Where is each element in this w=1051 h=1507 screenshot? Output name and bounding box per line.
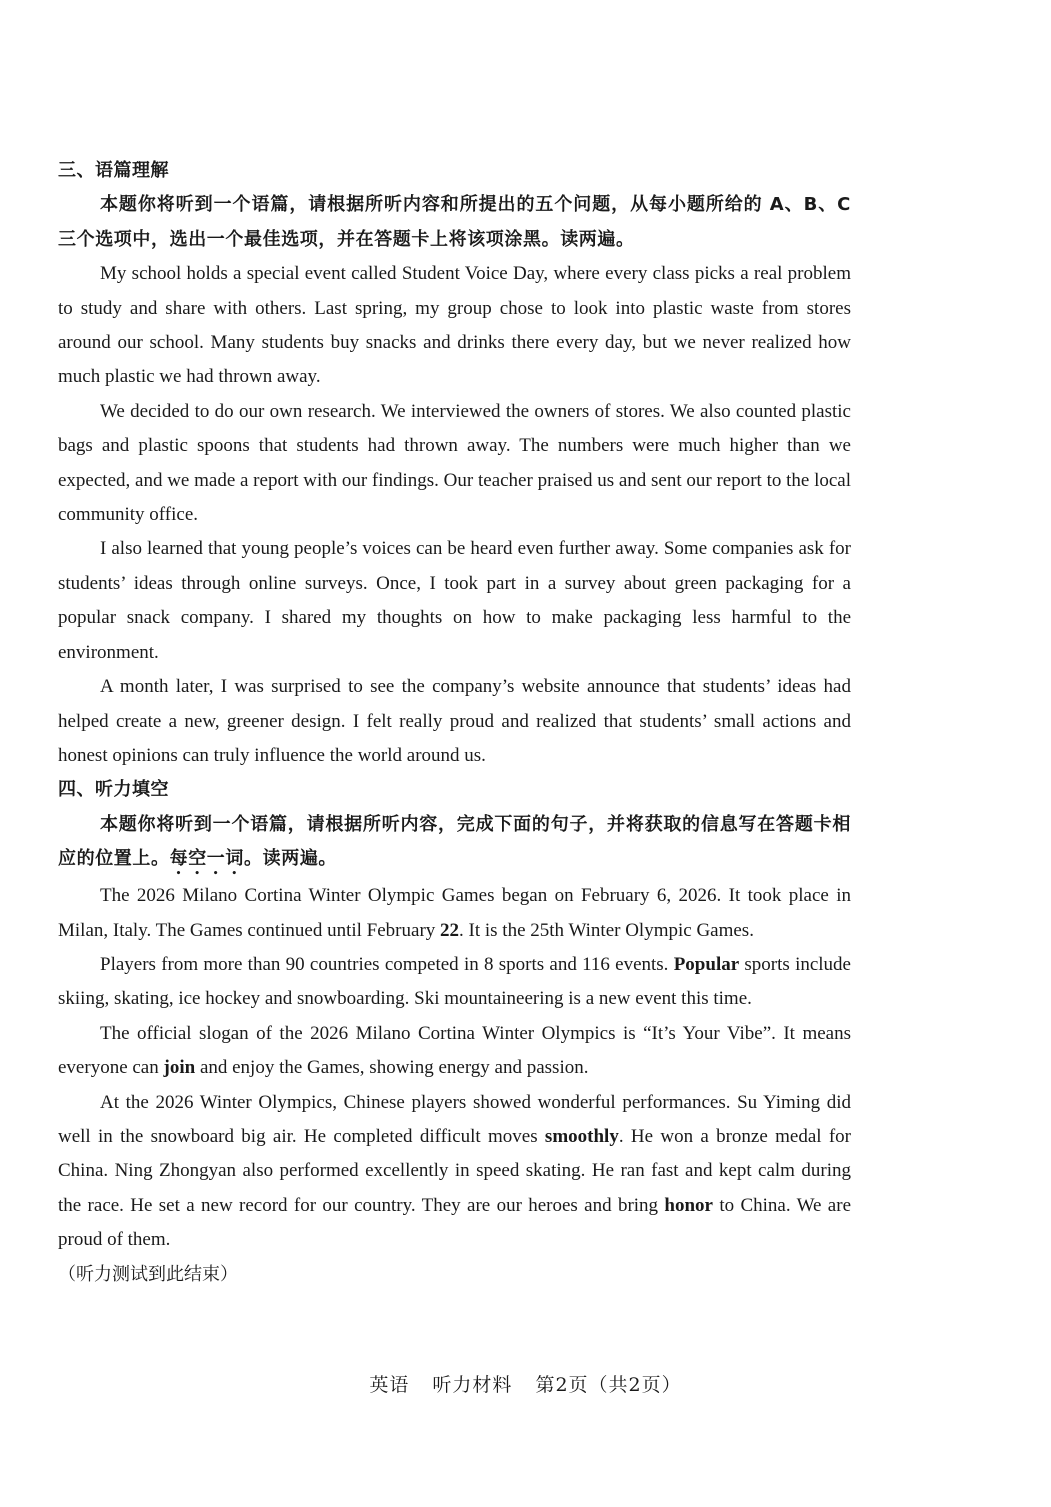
section-4-heading: 四、听力填空 [58, 779, 169, 801]
section-3-paragraph-1: My school holds a special event called Student Voice Day, where every class picks a real problem to study and share with others. Last spring, my group chose to look into plastic waste from stores around our school. Many students buy snacks and drinks there every day, but we never realized how much plastic we had thrown away. [58, 263, 851, 388]
section-3-paragraph-2: We decided to do our own research. We interviewed the owners of stores. We also counted plastic bags and plastic spoons that students had thrown away. The numbers were much higher than we expected, and we made a report with our findings. Our teacher praised us and sent our report to the local community office. [58, 400, 851, 526]
section-4-paragraph-4 [58, 1086, 851, 1258]
instruction-text-end: 。读两遍。 [244, 848, 338, 870]
paragraph-text: sports include skiing, skating, ice hockey and snowboarding. Ski mountaineering is a new event this time. [58, 953, 851, 1010]
paragraph-text: . He won a bronze medal for China. Ning Zhongyan also performed excellently in speed skating. He ran fast and kept calm during the race. He set a new record for our country. They are our heroes and bring [58, 1125, 851, 1216]
paragraph-text: Players from more than 90 countries competed in 8 sports and 116 events. [100, 953, 674, 975]
paragraph-text: to China. We are proud of them. [58, 1194, 852, 1251]
footer-page-number: 第2页（共2页） [535, 1374, 682, 1396]
section-4-paragraph-1 [58, 879, 851, 948]
footer-material: 听力材料 [432, 1374, 513, 1396]
section-4-paragraph-2 [58, 948, 851, 1017]
section-3-paragraph-3: I also learned that young people’s voices can be heard even further away. Some companies ask for students’ ideas through online surveys. Once, I took part in a survey about green packaging for a popular snack company. I shared my thoughts on how to make packaging less harmful to the environment. [58, 538, 851, 663]
page-footer [0, 1370, 1051, 1397]
answer-keyword: smoothly [544, 1125, 619, 1147]
answer-keyword: join [163, 1057, 196, 1079]
answer-keyword: Popular [673, 953, 740, 975]
footer-subject: 英语 [369, 1374, 410, 1396]
end-note: （听力测试到此结束） [58, 1263, 238, 1285]
section-3-paragraph-4: A month later, I was surprised to see the company’s website announce that students’ ideas had helped create a new, greener design. I felt really proud and realized that students’ small actions and honest opinions can truly influence the world around us. [58, 676, 851, 766]
answer-keyword: honor [664, 1194, 713, 1216]
page-content [58, 154, 851, 1292]
answer-keyword: 22 [440, 919, 460, 941]
paragraph-text: . It is the 25th Winter Olympic Games. [459, 919, 754, 941]
emphasized-instruction: 每空一词 [169, 848, 245, 870]
paragraph-text: At the 2026 Winter Olympics, Chinese players showed wonderful performances. Su Yiming did well in the snowboard big air. He completed difficult moves [58, 1091, 851, 1147]
section-3-heading: 三、语篇理解 [58, 160, 169, 181]
paragraph-text: The 2026 Milano Cortina Winter Olympic Games began on February 6, 2026. It took place in Milan, Italy. The Games continued until February [58, 885, 851, 941]
paragraph-text: The official slogan of the 2026 Milano Cortina Winter Olympics is “It’s Your Vibe”. It means everyone can [58, 1022, 851, 1079]
section-4-paragraph-3 [58, 1017, 851, 1086]
section-4-instruction [58, 808, 851, 879]
paragraph-text: and enjoy the Games, showing energy and passion. [195, 1057, 589, 1079]
instruction-text: 本题你将听到一个语篇，请根据所听内容，完成下面的句子，并将获取的信息写在答题卡相应的位置上。 [58, 813, 851, 870]
section-3-instruction: 本题你将听到一个语篇，请根据所听内容和所提出的五个问题，从每小题所给的 A、B、C 三个选项中，选出一个最佳选项，并在答题卡上将该项涂黑。读两遍。 [58, 194, 851, 250]
